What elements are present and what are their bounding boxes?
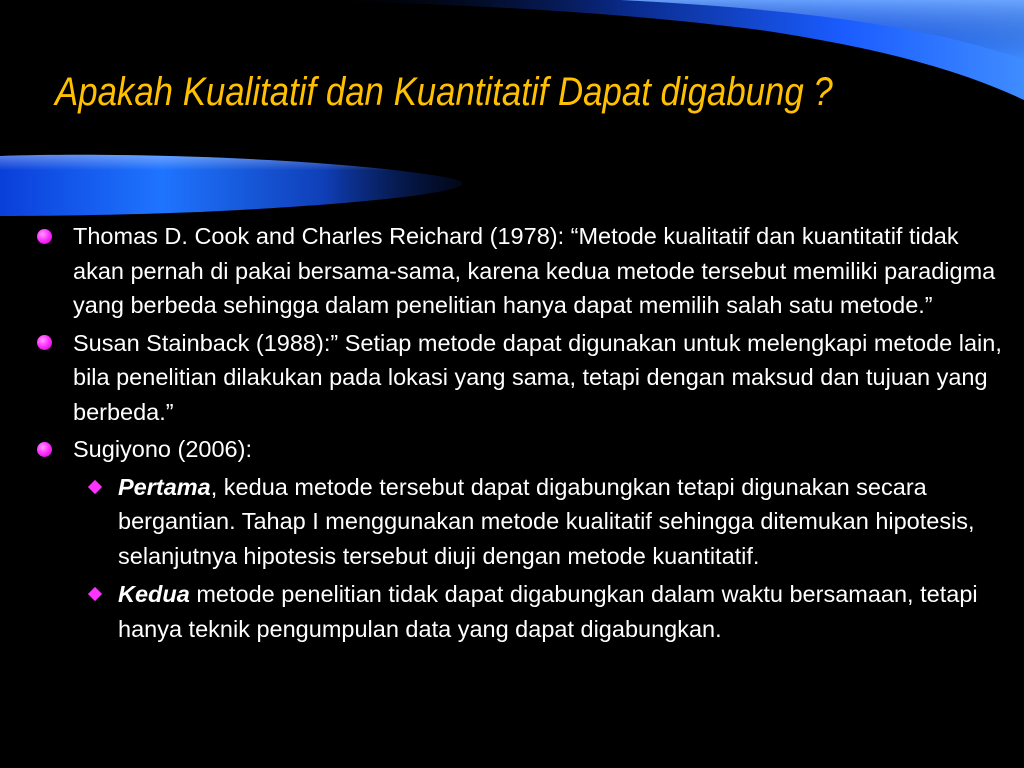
sub-bullet-text: , kedua metode tersebut dapat digabungkan tetapi digunakan secara bergantian. Tahap I menggunakan metode kualitatif sehingga ditemukan hipotesis, selanjutnya hipotesis tersebut diuji dengan metode kuantitatif. [118, 473, 975, 569]
sub-bullet-text: metode penelitian tidak dapat digabungkan dalam waktu bersamaan, tetapi hanya teknik pengumpulan data yang dapat digabungkan. [118, 581, 978, 642]
sub-bullet-emphasis: Pertama [118, 473, 211, 500]
sub-bullet-item [76, 470, 1012, 574]
sub-bullet-item [76, 577, 1012, 646]
bullet-text: Thomas D. Cook and Charles Reichard (1978): “Metode kualitatif dan kuantitatif tidak akan pernah di pakai bersama-sama, karena kedua metode tersebut memiliki paradigma yang berbeda sehingga dalam penelitian hanya dapat memilih salah satu metode.” [73, 223, 996, 318]
diamond-bullet-icon [88, 479, 102, 493]
bullet-item [32, 219, 1012, 323]
slide-title: Apakah Kualitatif dan Kuantitatif Dapat digabung ? [55, 70, 833, 114]
bullet-dot-icon [37, 229, 52, 244]
bullet-list [32, 219, 1012, 650]
diamond-bullet-icon [88, 587, 102, 601]
bullet-item [32, 326, 1012, 430]
bullet-item [32, 432, 1012, 467]
bullet-text: Susan Stainback (1988):” Setiap metode dapat digunakan untuk melengkapi metode lain, bila penelitian dilakukan pada lokasi yang sama, tetapi dengan maksud dan tujuan yang berbeda.” [73, 329, 1002, 425]
bullet-dot-icon [37, 335, 52, 350]
bullet-text: Sugiyono (2006): [73, 436, 252, 462]
bullet-dot-icon [37, 442, 52, 457]
sub-bullet-emphasis: Kedua [118, 581, 190, 607]
decorative-swoosh-left [0, 150, 470, 220]
